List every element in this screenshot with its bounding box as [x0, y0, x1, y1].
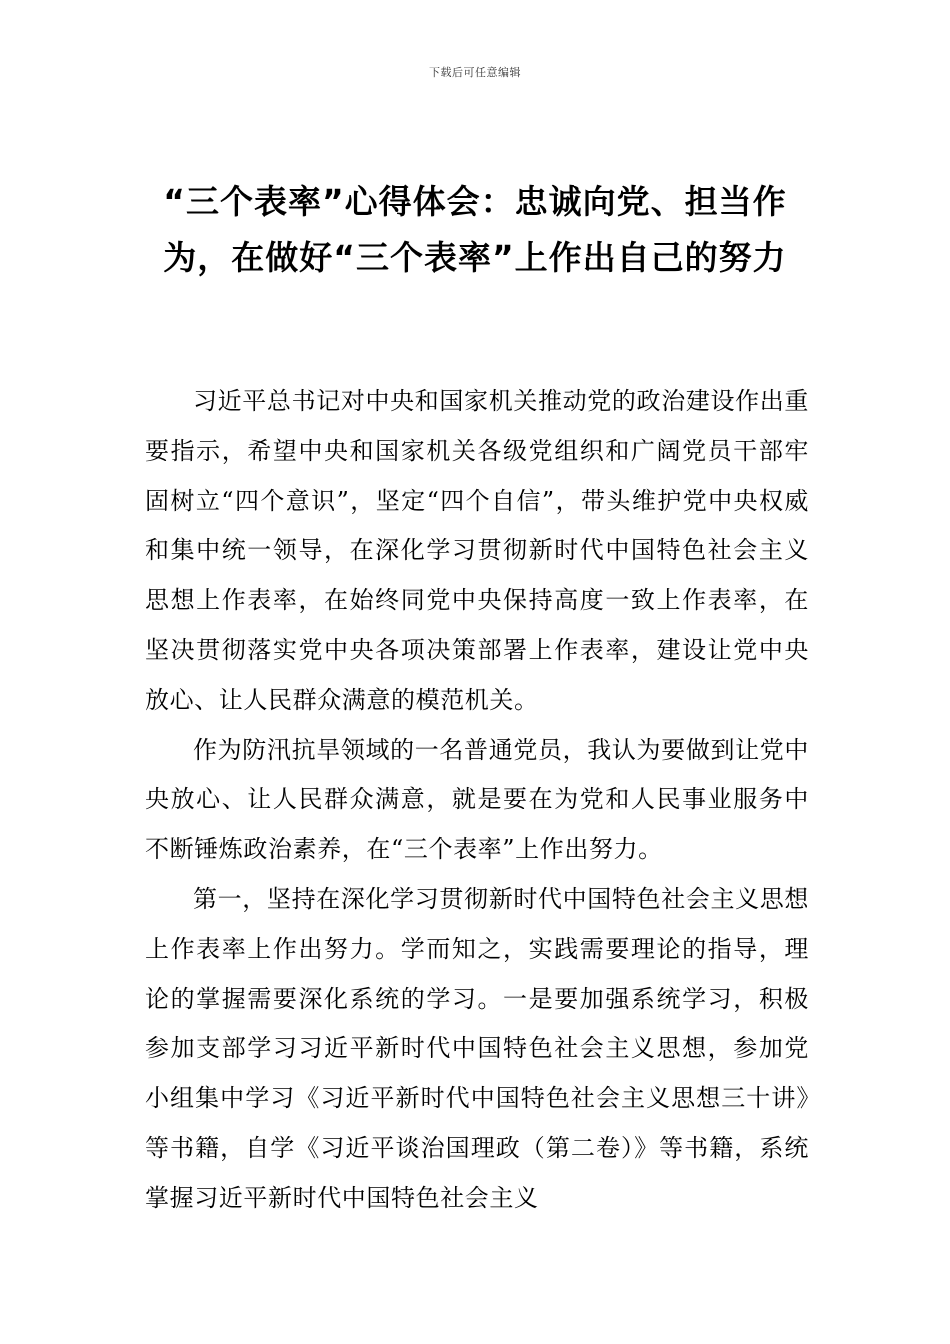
header-note: 下载后可任意编辑 [429, 66, 521, 79]
document-body [145, 377, 809, 1224]
paragraph-3: 第一，坚持在深化学习贯彻新时代中国特色社会主义思想上作表率上作出努力。学而知之，实践需要理论的指导，理论的掌握需要深化系统的学习。一是要加强系统学习，积极参加支部学习习近平新时代中国特色社会主义思想，参加党小组集中学习《习近平新时代中国特色社会主义思想三十讲》等书籍，自学《习近平谈治国理政（第二卷）》等书籍，系统掌握习近平新时代中国特色社会主义 [145, 884, 809, 1212]
document-title: “三个表率”心得体会：忠诚向党、担当作为，在做好“三个表率”上作出自己的努力 [163, 182, 787, 277]
paragraph-1: 习近平总书记对中央和国家机关推动党的政治建设作出重要指示，希望中央和国家机关各级党组织和广阔党员干部牢固树立“四个意识”，坚定“四个自信”，带头维护党中央权威和集中统一领导，在深化学习贯彻新时代中国特色社会主义思想上作表率，在始终同党中央保持高度一致上作表率，在坚决贯彻落实党中央各项决策部署上作表率，建设让党中央放心、让人民群众满意的模范机关。 [145, 387, 809, 714]
paragraph-2: 作为防汛抗旱领域的一名普通党员，我认为要做到让党中央放心、让人民群众满意，就是要在为党和人民事业服务中不断锤炼政治素养，在“三个表率”上作出努力。 [145, 735, 809, 864]
